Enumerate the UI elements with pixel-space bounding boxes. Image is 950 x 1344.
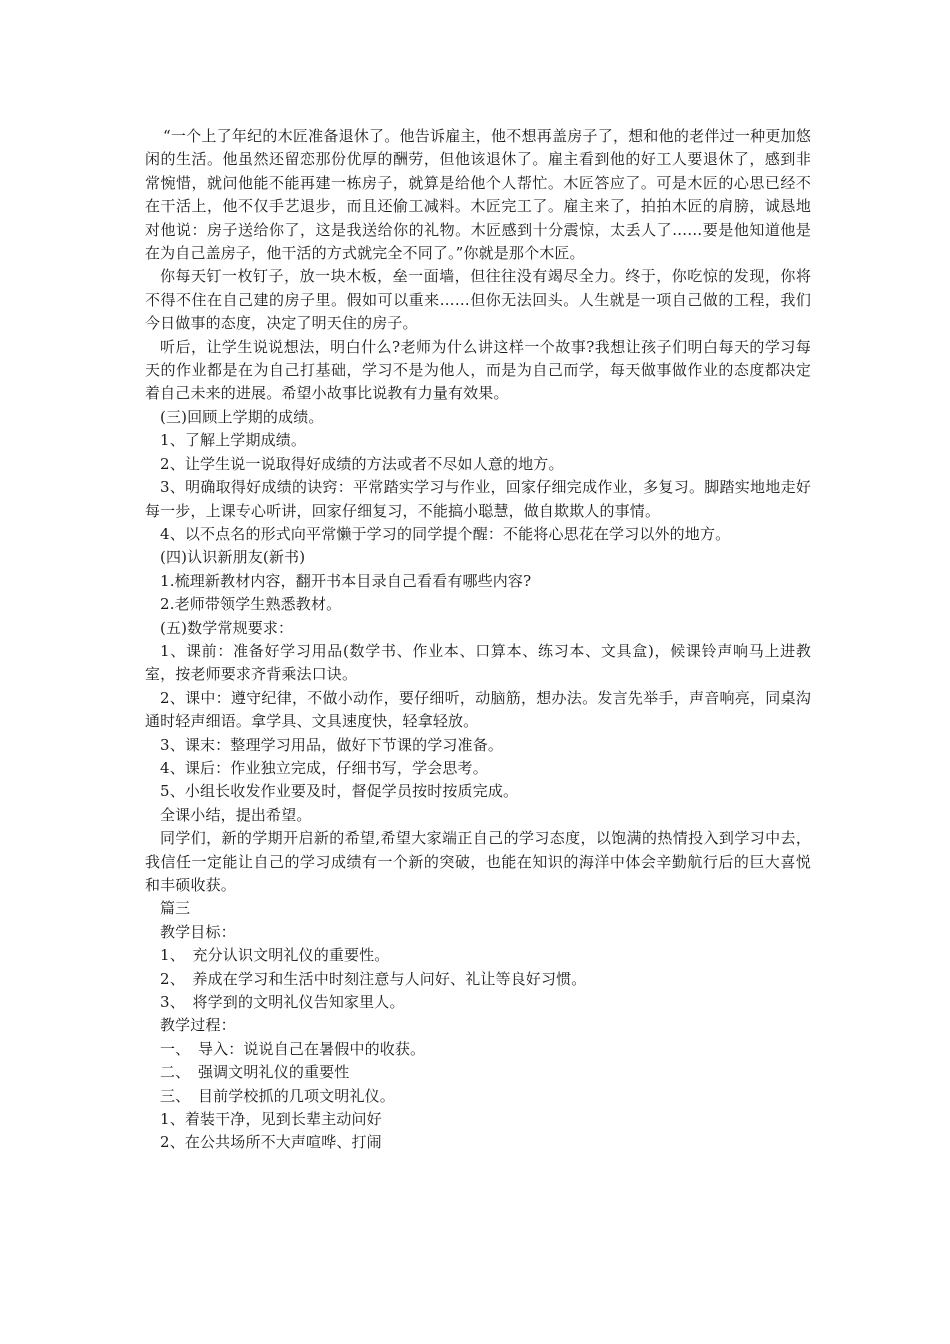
section-heading: (五)数学常规要求：	[160, 618, 294, 637]
paragraph: 你每天钉一枚钉子，放一块木板，垒一面墙，但往往没有竭尽全力。终于，你吃惊的发现，你将不得不住在自己建的房子里。假如可以重来……但你无法回头。人生就是一项自己做的工程，我们今日做事的态度，决定了明天住的房子。	[145, 267, 811, 333]
section-heading: (三)回顾上学期的成绩。	[160, 407, 324, 426]
list-item: 1、了解上学期成绩。	[160, 431, 307, 450]
list-item: 1、 充分认识文明礼仪的重要性。	[160, 946, 390, 965]
list-item: 2、课中：遵守纪律，不做小动作，要仔细听，动脑筋，想办法。发言先举手，声音响亮，同桌沟通时轻声细语。拿学具、文具速度快，轻拿轻放。	[145, 688, 811, 731]
list-item: 5、小组长收发作业要及时，督促学员按时按质完成。	[160, 782, 519, 801]
list-item: 3、 将学到的文明礼仪告知家里人。	[160, 993, 405, 1012]
paragraph: 全课小结，提出希望。	[160, 805, 312, 824]
section-heading: 篇三	[160, 899, 191, 918]
list-item: 1、课前：准备好学习用品(数学书、作业本、口算本、练习本、文具盒)，候课铃声响马上进教室，按老师要求齐背乘法口诀。	[145, 641, 811, 684]
section-heading: 教学目标：	[160, 922, 236, 941]
list-item: 4、课后：作业独立完成，仔细书写，学会思考。	[160, 758, 488, 777]
list-item: 2.老师带领学生熟悉教材。	[160, 595, 342, 614]
list-item: 3、课末：整理学习用品，做好下节课的学习准备。	[160, 735, 503, 754]
list-item: 2、让学生说一说取得好成绩的方法或者不尽如人意的地方。	[160, 454, 564, 473]
list-item: 3、明确取得好成绩的诀窍：平常踏实学习与作业，回家仔细完成作业，多复习。脚踏实地地走好每一步，上课专心听讲，回家仔细复习，不能搞小聪慧，做自欺欺人的事情。	[145, 478, 811, 520]
list-item: 三、 目前学校抓的几项文明礼仪。	[160, 1086, 395, 1105]
list-item: 1.梳理新教材内容，翻开书本目录自己看看有哪些内容?	[160, 571, 532, 590]
list-item: 1、着装干净，见到长辈主动问好	[160, 1110, 382, 1129]
list-item: 二、 强调文明礼仪的重要性	[160, 1063, 350, 1082]
paragraph: 听后，让学生说说想法，明白什么?老师为什么讲这样一个故事?我想让孩子们明白每天的学习每天的作业都是在为自己打基础，学习不是为他人，而是为自己而学，每天做事做作业的态度都决定着自己未来的进展。希望小故事比说教有力量有效果。	[145, 337, 811, 403]
section-heading: 教学过程：	[160, 1016, 236, 1035]
section-heading: (四)认识新朋友(新书)	[160, 548, 306, 567]
list-item: 2、 养成在学习和生活中时刻注意与人问好、礼让等良好习惯。	[160, 969, 587, 988]
paragraph: 同学们，新的学期开启新的希望,希望大家端正自己的学习态度，以饱满的热情投入到学习中去，我信任一定能让自己的学习成绩有一个新的突破，也能在知识的海洋中体会辛勤航行后的巨大喜悦和丰硕收获。	[145, 829, 811, 894]
list-item: 一、 导入：说说自己在暑假中的收获。	[160, 1039, 426, 1058]
list-item: 4、以不点名的形式向平常懒于学习的同学提个醒：不能将心思花在学习以外的地方。	[160, 524, 731, 543]
document-body	[145, 125, 811, 1155]
list-item: 2、在公共场所不大声喧哗、打闹	[160, 1133, 382, 1152]
paragraph: “一个上了年纪的木匠准备退休了。他告诉雇主，他不想再盖房子了，想和他的老伴过一种更加悠闲的生活。他虽然还留恋那份优厚的酬劳，但他该退休了。雇主看到他的好工人要退休了，感到非常惋惜，就问他能不能再建一栋房子，就算是给他个人帮忙。木匠答应了。可是木匠的心思已经不在干活上，他不仅手艺退步，而且还偷工减料。木匠完工了。雇主来了，拍拍木匠的肩膀，诚恳地对他说：房子送给你了，这是我送给你的礼物。木匠感到十分震惊，太丢人了……要是他知道他是在为自己盖房子，他干活的方式就完全不同了。”你就是那个木匠。	[145, 127, 811, 263]
